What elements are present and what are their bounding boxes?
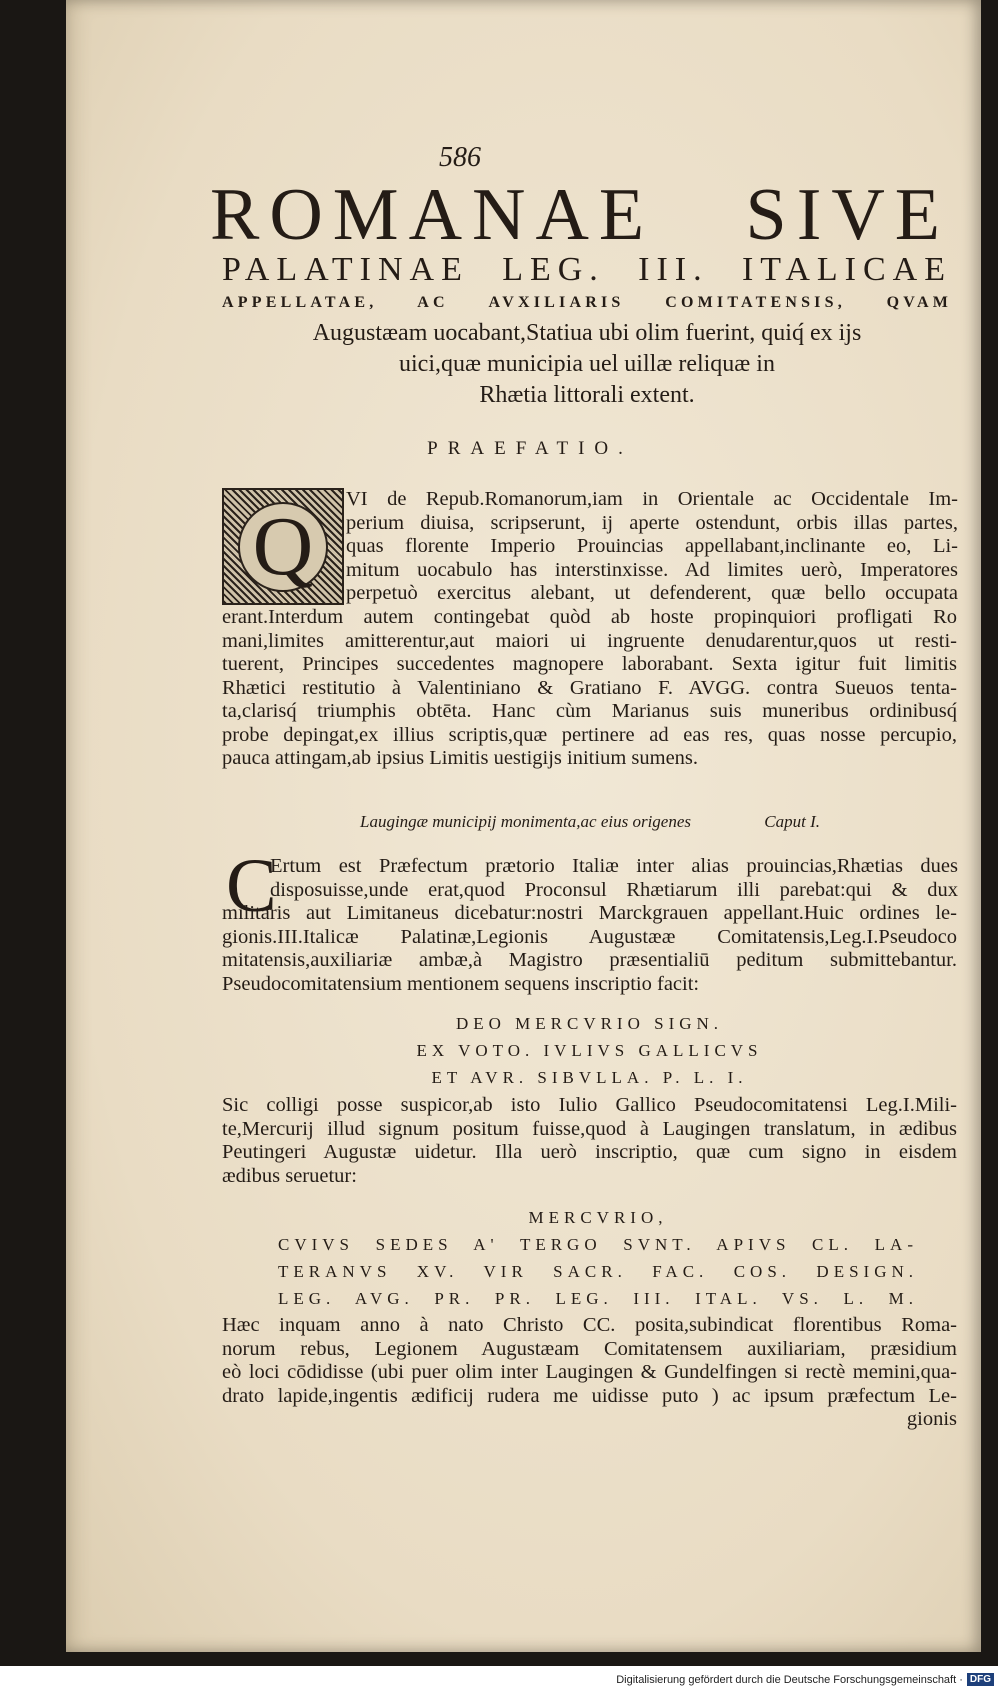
- text-line: militaris aut Limitaneus dicebatur:nostri Marckgrauen appellant.Huic ordines le-: [222, 902, 957, 924]
- inscription-line: MERCVRIO,: [528, 1208, 668, 1227]
- text-line: mani,limites amitterentur,aut maiori ui ingruente denudarentur,quos ut resti-: [222, 629, 957, 652]
- text-line: gionis.III.Italicæ Palatinæ,Legionis Augustææ Comitatensis,Leg.I.Pseudoco: [222, 925, 957, 948]
- footer-text: Digitalisierung gefördert durch die Deutsche Forschungsgemeinschaft ·: [616, 1673, 963, 1686]
- text-line: Rhætici restitutio à Valentiniano & Gratiano F. AVGG. contra Sueuos tenta-: [222, 676, 957, 699]
- inscription-2: [278, 1204, 918, 1312]
- title-line-2: PALATINAE LEG. III. ITALICAE: [222, 251, 952, 288]
- text-line: Peutingeri Augustæ uidetur. Illa uerò inscriptio, quæ cum signo in eisdem: [222, 1141, 957, 1163]
- chapter-text: [222, 1094, 957, 1188]
- dfg-logo: DFG: [967, 1673, 994, 1686]
- text-line: tuerent, Principes succedentes magnopere laborabant. Sexta igitur fuit limitis: [222, 653, 957, 675]
- text-line: drato lapide,ingentis ædificij rudera me uidisse puto ) ac ipsum præfectum Le-: [222, 1384, 957, 1407]
- text-line: te,Mercurij illud signum positum fuisse,quod à Laugingen translatum, in ædibus: [222, 1117, 957, 1140]
- subtitle: [222, 318, 952, 411]
- catchword: gionis: [906, 1408, 957, 1430]
- chapter-text-indented: [270, 855, 958, 902]
- preface-text: [222, 606, 957, 771]
- chapter-label: Caput I.: [764, 812, 820, 831]
- text-line: norum rebus, Legionem Augustæam Comitatensem auxiliariam, præsidium: [222, 1337, 957, 1360]
- inscription-line: EX VOTO. IVLIVS GALLICVS: [416, 1041, 763, 1060]
- digitization-footer: [616, 1673, 994, 1686]
- inscription-1: [222, 1010, 957, 1091]
- title-line-3: APPELLATAE, AC AVXILIARIS COMITATENSIS, QVAM: [222, 294, 952, 311]
- text-line: Ertum est Præfectum prætorio Italiæ inter alias prouincias,Rhætias dues: [270, 855, 958, 877]
- preface-heading: PRAEFATIO.: [427, 438, 633, 459]
- subtitle-line: uici,quæ municipia uel uillæ reliquæ in: [399, 351, 775, 377]
- text-line: disposuisse,unde erat,quod Proconsul Rhætiarum illi parebat:qui & dux: [270, 878, 958, 901]
- text-line: ta,clarisq́ triumphis obtēta. Hanc cùm Marianus suis muneribus ordinibusq́: [222, 700, 957, 722]
- text-line: Sic colligi posse suspicor,ab isto Iulio Gallico Pseudocomitatensi Leg.I.Mili-: [222, 1094, 957, 1116]
- inscription-line: DEO MERCVRIO SIGN.: [455, 1014, 724, 1033]
- text-line: probe depingat,ex illius scriptis,quæ pertinere ad eas res, quas nosse percupio,: [222, 723, 957, 746]
- chapter-text: [222, 902, 957, 996]
- text-line: perium diuisa, scripserunt, ij aperte ostendunt, orbis illas partes,: [346, 511, 958, 534]
- title-line-1: ROMANAE SIVE: [210, 174, 950, 256]
- text-line: Pseudocomitatensium mentionem sequens inscriptio facit:: [222, 972, 700, 995]
- text-line: pauca attingam,ab ipsius Limitis uestigijs initium sumens.: [222, 747, 699, 769]
- inscription-line: CVIVS SEDES A' TERGO SVNT. APIVS CL. LA-: [278, 1235, 918, 1254]
- chapter-text: [222, 1314, 957, 1432]
- text-line: mitatensis,auxiliariæ ambæ,à Magistro præsentialiū peditum submittebantur.: [222, 949, 957, 971]
- subtitle-line: Augustæam uocabant,Statiua ubi olim fuerint, quiq́ ex ijs: [312, 320, 862, 346]
- text-line: Hæc inquam anno à nato Christo CC. posita,subindicat florentibus Roma-: [222, 1314, 957, 1336]
- text-line: ædibus seruetur:: [222, 1164, 357, 1187]
- page-number: 586: [439, 142, 481, 173]
- inscription-line: ET AVR. SIBVLLA. P. L. I.: [431, 1068, 748, 1087]
- decorated-initial: [222, 488, 344, 605]
- preface-text-indented: [346, 488, 958, 606]
- text-line: quas florente Imperio Prouincias appellabant,inclinante eo, Li-: [346, 535, 958, 557]
- inscription-line: TERANVS XV. VIR SACR. FAC. COS. DESIGN.: [278, 1262, 918, 1281]
- text-line: eò loci cōdidisse (ubi puer olim inter Laugingen & Gundelfingen si rectè memini,qua-: [222, 1361, 957, 1383]
- text-line: mitum uocabulo has interstinxisse. Ad limites uerò, Imperatores: [346, 558, 958, 581]
- subtitle-line: Rhætia littorali extent.: [479, 382, 695, 408]
- chapter-title: Laugingæ municipij monimenta,ac eius origenes: [360, 812, 692, 831]
- decorated-initial-letter: Q: [252, 500, 314, 593]
- drop-initial: C: [226, 844, 277, 928]
- text-line: perpetuò exercitus alebant, ut defenderent, quæ bello occupata: [346, 582, 958, 604]
- text-line: erant.Interdum autem contingebat quòd ab hoste propinquiori profligati Ro: [222, 606, 957, 628]
- text-line: VI de Repub.Romanorum,iam in Orientale ac Occidentale Im-: [346, 488, 958, 510]
- inscription-line: LEG. AVG. PR. PR. LEG. III. ITAL. VS. L. M.: [278, 1289, 918, 1308]
- decorated-initial-medallion: [238, 502, 328, 592]
- chapter-heading: [360, 812, 820, 832]
